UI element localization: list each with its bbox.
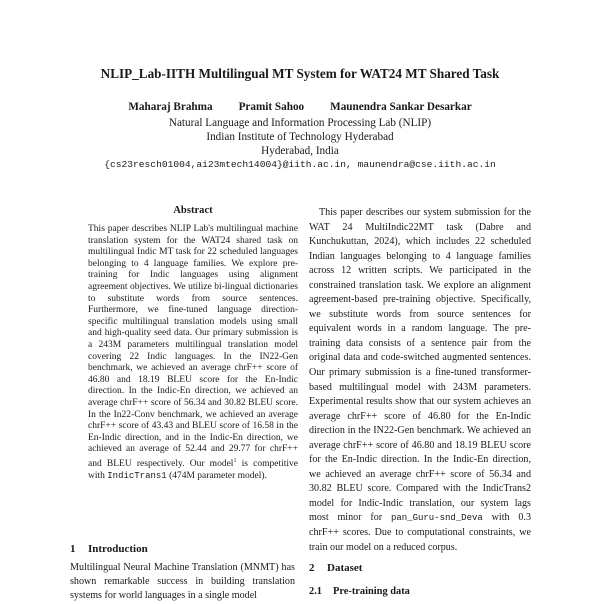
right-column-text-end: with 0.3 chrF++ scores. Due to computational constraints, we train our model on a reduced corpus. bbox=[309, 512, 531, 553]
affiliation-lab: Natural Language and Information Processing Lab (NLIP) bbox=[168, 117, 432, 129]
abstract-body bbox=[88, 224, 298, 482]
section-number: 2 bbox=[309, 562, 315, 574]
introduction-body: Multilingual Neural Machine Translation (MNMT) has shown remarkable success in building translation systems for world languages in a single model bbox=[70, 562, 295, 602]
subsection-heading-pretraining bbox=[309, 586, 410, 597]
section-number: 1 bbox=[70, 543, 76, 555]
paper-title: NLIP_Lab-IITH Multilingual MT System for WAT24 MT Shared Task bbox=[100, 66, 500, 81]
abstract-text-middle: is competitive with bbox=[88, 459, 298, 481]
footnote-marker: 1 bbox=[233, 457, 237, 464]
abstract-text-end: (474M parameter model). bbox=[166, 470, 267, 481]
section-title: Introduction bbox=[88, 543, 148, 555]
section-heading-dataset bbox=[309, 562, 362, 574]
author-emails: {cs23resch01004,ai23mtech14004}@iith.ac.in, maunendra@cse.iith.ac.in bbox=[104, 159, 496, 170]
affiliation-location: Hyderabad, India bbox=[261, 145, 339, 157]
subsection-title: Pre-training data bbox=[333, 586, 410, 597]
author-name: Maunendra Sankar Desarkar bbox=[330, 101, 472, 113]
language-pair-code: pan_Guru-snd_Deva bbox=[390, 513, 483, 524]
abstract-heading: Abstract bbox=[173, 205, 213, 216]
right-column-text: This paper describes our system submission for the WAT 24 MultiIndic22MT task (Dabre and Kunchukuttan, 2024), which includes 22 scheduled Indian languages belonging to 4 language families across 12 written scripts. We participated in the constrained translation task. We explore an alignment agreement-based pre-training objective. Specifically, we substitute words from source sentences for equivalent words in a random language. The pre-training data consists of a sentence pair from the original data and code-switched augmented sentences. Our primary submission is a fine-tuned transformer-based multilingual model with 243M parameters. Experimental results show that our system achieves an average chrF++ score of 46.80 for the En-Indic direction in the IN22-Gen benchmark. We achieved an average chrF++ score of 46.80 and 18.19 BLEU score for the En-Indic direction. In the Indic-En direction, we achieved an average chrF++ score of 56.34 and 30.82 BLEU score. Compared with the IndicTrans2 model for Indic-Indic translation, our system lags most minor for bbox=[309, 207, 531, 524]
author-name: Pramit Sahoo bbox=[238, 101, 305, 113]
section-title: Dataset bbox=[327, 562, 363, 574]
section-heading-introduction bbox=[70, 543, 148, 555]
abstract-text: This paper describes NLIP Lab's multilingual machine translation system for the WAT24 shared task on multilingual Indic MT task for 22 scheduled languages belonging to 4 language families. We explore pre-training for Indic languages using alignment agreement objectives. We utilize bi-lingual dictionaries to substitute words from source sentences. Furthermore, we fine-tuned language direction-specific multilingual translation models using small and high-quality seed data. Our primary submission is a 243M parameters multilingual translation model covering 22 Indic languages. In the IN22-Gen benchmark, we achieved an average chrF++ score of 46.80 and 18.19 BLEU score for the En-Indic direction. In the Indic-En direction, we achieved an average chrF++ score of 56.34 and 30.82 BLEU score. In the In22-Conv benchmark, we achieved an average chrF++ score of 43.43 and BLEU score of 16.58 in the En-Indic direction, and in the Indic-En direction, we achieved an average of 52.44 and 29.77 for chrF++ and BLEU respectively. Our model bbox=[88, 224, 298, 470]
subsection-number: 2.1 bbox=[309, 586, 322, 597]
author-name: Maharaj Brahma bbox=[128, 101, 213, 113]
author-list bbox=[0, 101, 600, 113]
right-column-body bbox=[309, 206, 531, 555]
affiliation-institute: Indian Institute of Technology Hyderabad bbox=[206, 131, 394, 143]
model-name: IndicTrans1 bbox=[107, 470, 167, 481]
